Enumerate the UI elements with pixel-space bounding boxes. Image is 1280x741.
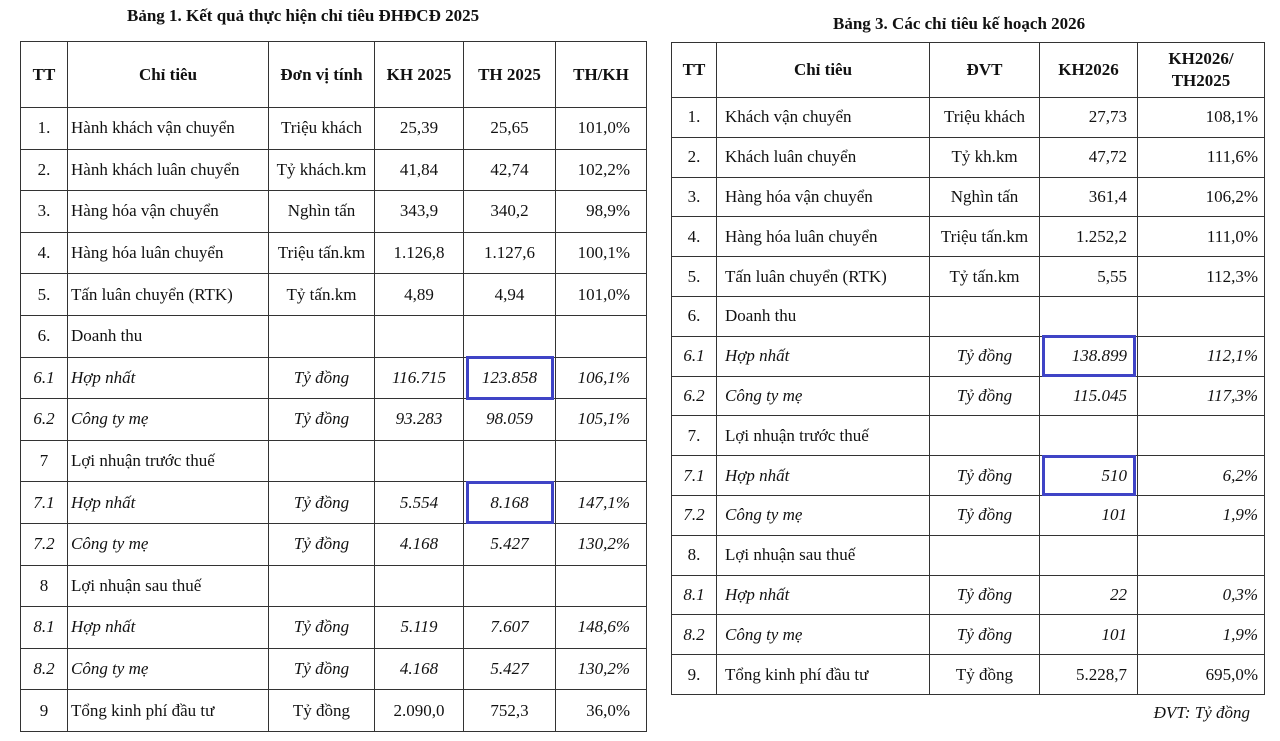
actual-value: 42,74 [464,149,556,191]
actual-value: 5.427 [464,648,556,690]
ratio-value [556,565,647,607]
plan-value: 5.228,7 [1040,655,1138,695]
indicator-name: Hợp nhất [717,575,930,615]
table-row [21,191,647,233]
plan-value: 5,55 [1040,257,1138,297]
ratio-value: 0,3% [1138,575,1265,615]
indicator-name: Công ty mẹ [717,376,930,416]
ratio-value: 112,3% [1138,257,1265,297]
indicator-name: Hợp nhất [717,456,930,496]
table-row [672,98,1265,138]
unit-cell: Nghìn tấn [930,177,1040,217]
table-row [21,149,647,191]
table-row [672,257,1265,297]
actual-value [464,565,556,607]
plan-value: 47,72 [1040,137,1138,177]
header-tt: TT [21,42,68,108]
unit-cell: Triệu khách [269,108,375,150]
row-number: 6.2 [21,399,68,441]
ratio-value: 695,0% [1138,655,1265,695]
table-row [21,274,647,316]
table-row [21,357,647,399]
table-row [672,177,1265,217]
indicator-name: Lợi nhuận sau thuế [68,565,269,607]
plan-value: 2.090,0 [375,690,464,732]
header-tt: TT [672,43,717,98]
indicator-name: Lợi nhuận sau thuế [717,535,930,575]
unit-cell: Tỷ kh.km [930,137,1040,177]
header-plan-vs-actual-line2: TH2025 [1171,71,1231,90]
table2-title: Bảng 3. Các chỉ tiêu kế hoạch 2026 [833,14,1086,33]
table-row [672,456,1265,496]
indicator-name: Hợp nhất [68,482,269,524]
row-number: 1. [21,108,68,150]
unit-cell: Tỷ khách.km [269,149,375,191]
indicator-name: Hợp nhất [717,336,930,376]
ratio-value: 108,1% [1138,98,1265,138]
table-row [21,607,647,649]
table-header-row [672,43,1265,98]
header-actual-2025: TH 2025 [464,42,556,108]
unit-cell: Tỷ đồng [269,357,375,399]
plan-value: 4,89 [375,274,464,316]
actual-value: 4,94 [464,274,556,316]
plan-value: 27,73 [1040,98,1138,138]
header-unit: ĐVT [930,43,1040,98]
header-plan-2025: KH 2025 [375,42,464,108]
ratio-value: 101,0% [556,274,647,316]
actual-value: 123.858 [464,357,556,399]
unit-cell: Tỷ đồng [930,336,1040,376]
ratio-value: 112,1% [1138,336,1265,376]
row-number: 3. [672,177,717,217]
plan-value: 361,4 [1040,177,1138,217]
plan-value: 101 [1040,615,1138,655]
unit-cell: Tỷ đồng [930,376,1040,416]
ratio-value: 106,1% [556,357,647,399]
unit-cell [930,535,1040,575]
unit-cell: Triệu tấn.km [269,232,375,274]
ratio-value [556,440,647,482]
table-row [21,315,647,357]
indicator-name: Công ty mẹ [68,399,269,441]
ratio-value: 101,0% [556,108,647,150]
indicator-name: Tổng kinh phí đầu tư [717,655,930,695]
plan-value: 93.283 [375,399,464,441]
row-number: 5. [21,274,68,316]
ratio-value [1138,416,1265,456]
ratio-value: 130,2% [556,648,647,690]
indicator-name: Công ty mẹ [68,523,269,565]
row-number: 9. [672,655,717,695]
row-number: 6.1 [21,357,68,399]
plan-value: 5.554 [375,482,464,524]
plan-value: 510 [1040,456,1138,496]
row-number: 6.1 [672,336,717,376]
plan-value: 4.168 [375,648,464,690]
header-indicator: Chỉ tiêu [717,43,930,98]
plan-2026-table [671,42,1265,695]
actual-value [464,315,556,357]
plan-value: 116.715 [375,357,464,399]
indicator-name: Hành khách vận chuyển [68,108,269,150]
unit-cell: Nghìn tấn [269,191,375,233]
plan-value: 1.126,8 [375,232,464,274]
row-number: 7. [672,416,717,456]
plan-value [1040,296,1138,336]
plan-value [375,440,464,482]
unit-cell: Tỷ đồng [269,482,375,524]
ratio-value: 117,3% [1138,376,1265,416]
unit-cell [269,565,375,607]
table-row [21,648,647,690]
table-row [672,217,1265,257]
table-row [21,690,647,732]
ratio-value: 36,0% [556,690,647,732]
ratio-value: 130,2% [556,523,647,565]
indicator-name: Công ty mẹ [68,648,269,690]
plan-value: 25,39 [375,108,464,150]
indicator-name: Tấn luân chuyển (RTK) [68,274,269,316]
table-row [21,232,647,274]
plan-value: 1.252,2 [1040,217,1138,257]
header-unit: Đơn vị tính [269,42,375,108]
table-row [21,523,647,565]
ratio-value: 148,6% [556,607,647,649]
unit-cell: Tỷ đồng [269,607,375,649]
table1-title: Bảng 1. Kết quả thực hiện chỉ tiêu ĐHĐCĐ 2025 [127,6,480,25]
table-row [21,440,647,482]
actual-value: 1.127,6 [464,232,556,274]
unit-cell: Tỷ đồng [269,399,375,441]
row-number: 9 [21,690,68,732]
table-row [672,575,1265,615]
indicator-name: Tổng kinh phí đầu tư [68,690,269,732]
row-number: 2. [672,137,717,177]
indicator-name: Doanh thu [717,296,930,336]
plan-value [375,565,464,607]
indicator-name: Hợp nhất [68,357,269,399]
ratio-value: 1,9% [1138,495,1265,535]
unit-cell [269,440,375,482]
header-plan-vs-actual-line1: KH2026/ [1168,49,1234,68]
table-row [672,296,1265,336]
table-row [21,399,647,441]
plan-value: 5.119 [375,607,464,649]
unit-cell: Tỷ đồng [930,655,1040,695]
actual-value: 340,2 [464,191,556,233]
table-row [672,495,1265,535]
header-ratio: TH/KH [556,42,647,108]
row-number: 8.1 [21,607,68,649]
row-number: 6. [21,315,68,357]
ratio-value: 102,2% [556,149,647,191]
ratio-value [556,315,647,357]
unit-cell: Triệu khách [930,98,1040,138]
indicator-name: Lợi nhuận trước thuế [68,440,269,482]
row-number: 7.2 [21,523,68,565]
row-number: 8.2 [672,615,717,655]
ratio-value: 100,1% [556,232,647,274]
row-number: 8.2 [21,648,68,690]
results-2025-table [20,41,647,732]
header-plan-vs-actual [1138,43,1265,98]
row-number: 4. [672,217,717,257]
table-row [21,482,647,524]
plan-value: 343,9 [375,191,464,233]
row-number: 7 [21,440,68,482]
plan-value [1040,416,1138,456]
indicator-name: Công ty mẹ [717,615,930,655]
indicator-name: Khách vận chuyển [717,98,930,138]
ratio-value: 98,9% [556,191,647,233]
unit-footnote: ĐVT: Tỷ đồng [1153,703,1250,722]
ratio-value: 147,1% [556,482,647,524]
ratio-value: 1,9% [1138,615,1265,655]
ratio-value: 6,2% [1138,456,1265,496]
unit-cell: Tỷ đồng [930,615,1040,655]
table-header-row [21,42,647,108]
table-row [21,108,647,150]
unit-cell: Tỷ đồng [930,575,1040,615]
actual-value: 25,65 [464,108,556,150]
row-number: 6. [672,296,717,336]
ratio-value: 105,1% [556,399,647,441]
indicator-name: Hành khách luân chuyển [68,149,269,191]
plan-value: 41,84 [375,149,464,191]
ratio-value [1138,535,1265,575]
ratio-value: 111,6% [1138,137,1265,177]
row-number: 3. [21,191,68,233]
header-indicator: Chỉ tiêu [68,42,269,108]
indicator-name: Hàng hóa vận chuyển [68,191,269,233]
row-number: 2. [21,149,68,191]
table-row [672,416,1265,456]
row-number: 7.1 [672,456,717,496]
table-row [21,565,647,607]
indicator-name: Hàng hóa luân chuyển [68,232,269,274]
unit-cell: Tỷ đồng [930,495,1040,535]
row-number: 7.2 [672,495,717,535]
table-row [672,137,1265,177]
unit-cell [269,315,375,357]
actual-value: 8.168 [464,482,556,524]
unit-cell: Tỷ đồng [269,648,375,690]
plan-value: 138.899 [1040,336,1138,376]
actual-value: 7.607 [464,607,556,649]
unit-cell: Tỷ đồng [930,456,1040,496]
plan-value: 22 [1040,575,1138,615]
row-number: 6.2 [672,376,717,416]
indicator-name: Công ty mẹ [717,495,930,535]
header-plan-2026: KH2026 [1040,43,1138,98]
plan-value [375,315,464,357]
indicator-name: Hàng hóa vận chuyển [717,177,930,217]
row-number: 8 [21,565,68,607]
row-number: 1. [672,98,717,138]
table-row [672,535,1265,575]
ratio-value: 111,0% [1138,217,1265,257]
table-row [672,376,1265,416]
plan-value [1040,535,1138,575]
unit-cell: Tỷ tấn.km [269,274,375,316]
plan-value: 115.045 [1040,376,1138,416]
row-number: 7.1 [21,482,68,524]
actual-value: 5.427 [464,523,556,565]
unit-cell [930,416,1040,456]
ratio-value: 106,2% [1138,177,1265,217]
indicator-name: Lợi nhuận trước thuế [717,416,930,456]
unit-cell: Tỷ đồng [269,523,375,565]
ratio-value [1138,296,1265,336]
indicator-name: Tấn luân chuyển (RTK) [717,257,930,297]
unit-cell: Tỷ tấn.km [930,257,1040,297]
row-number: 4. [21,232,68,274]
actual-value: 752,3 [464,690,556,732]
unit-cell: Tỷ đồng [269,690,375,732]
indicator-name: Khách luân chuyển [717,137,930,177]
unit-cell [930,296,1040,336]
row-number: 5. [672,257,717,297]
indicator-name: Hàng hóa luân chuyển [717,217,930,257]
indicator-name: Hợp nhất [68,607,269,649]
row-number: 8.1 [672,575,717,615]
plan-value: 4.168 [375,523,464,565]
row-number: 8. [672,535,717,575]
table-row [672,336,1265,376]
table-row [672,615,1265,655]
table-row [672,655,1265,695]
plan-value: 101 [1040,495,1138,535]
indicator-name: Doanh thu [68,315,269,357]
unit-cell: Triệu tấn.km [930,217,1040,257]
actual-value: 98.059 [464,399,556,441]
actual-value [464,440,556,482]
